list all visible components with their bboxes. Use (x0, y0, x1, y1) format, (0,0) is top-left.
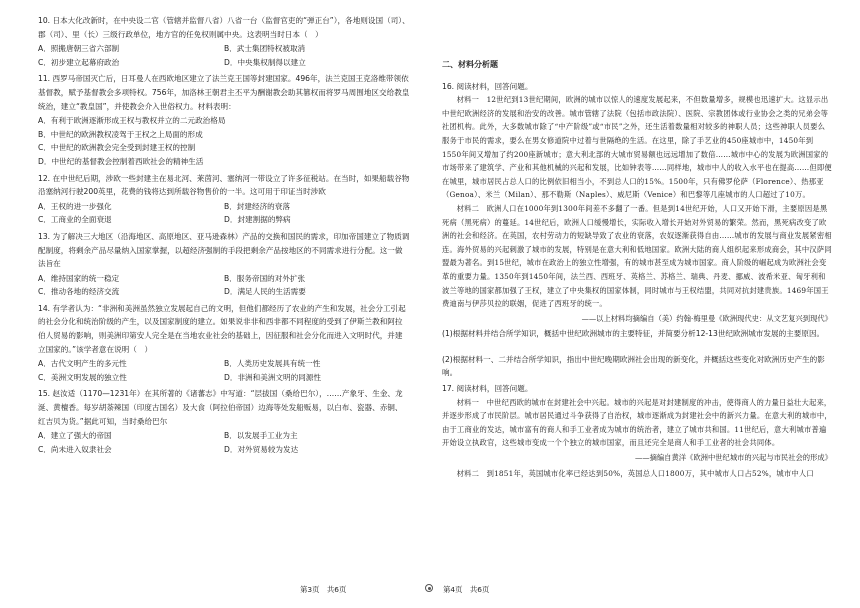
option-b: B．武士集团特权被取消 (224, 44, 306, 54)
option-b: B．服务帝国的对外扩张 (224, 273, 306, 283)
options (38, 272, 410, 299)
option-c: C．中世纪的欧洲教会完全受到封建王权的控制 (38, 143, 196, 153)
material-source: ——以上材料均摘编自（美）约翰·梅里曼《欧洲现代史：从文艺复兴到现代》 (581, 313, 832, 323)
page-number-right: 第4页 共6页 (443, 585, 490, 594)
option-a: A．照搬唐朝三省六部制 (38, 44, 120, 54)
material-source: ——摘编自黄洋《欧洲中世纪城市的兴起与市民社会的形成》 (634, 453, 832, 463)
question-17 (442, 382, 832, 480)
question-10 (38, 14, 410, 69)
right-column (442, 14, 832, 480)
option-b: B．中世纪的欧洲教权凌驾于王权之上局面的形成 (38, 129, 203, 139)
options (38, 114, 410, 168)
option-a: A．王权的进一步强化 (38, 201, 112, 211)
option-a: A．古代文明产生的多元性 (38, 359, 127, 369)
question-stem: 13. 为了解决三大地区（沿海地区、高原地区、亚马逊森林）产品的交换和国民的需求，印加帝国建立了物质调配制度，将剩余产品尽量纳入国家掌握，以超经济强制的手段把剩余产品按地区的不同需求进行分配。这一做法旨在 (38, 231, 410, 269)
section-title: 二、材料分析题 (442, 60, 498, 69)
option-d: D．非洲和美洲文明的同源性 (224, 372, 321, 382)
question-stem: 11. 西罗马帝国灭亡后，日耳曼人在西欧地区建立了法兰克王国等封建国家。496年，法兰克国王克洛维带领依基督教，赋予基督教会多项特权。756年，加洛林王朝君主丕平为酬谢教会助其篡权而将罗马周围地区交给教皇统治，建立“教皇国”，并使教会介入世俗权力。材料表明： (38, 74, 410, 111)
material-two: 材料二 欧洲人口在1000年到1300年间差不多翻了一番。但是到14世纪开始，人口又开始下滑，主要原因是黑死病（黑死病）的蔓延。14世纪后，欧洲人口缓慢增长，实际收入增长开始对外贸易的繁荣。然而，黑死病改变了欧洲的社会和经济。在英国，农村劳动力的短缺导致了农业的衰落，农奴逐渐获得自由……城市的发展与商业发展紧密相连。海外贸易的兴起刺激了城市的发展，特别是在意大利和低地国家。欧洲大陆的商人组织起来形成商会，其中汉萨同盟最为著名。到15世纪，城市在政治上的独立性增强，有的城市甚至成为城市国家。商人阶级的崛起成为欧洲社会变革的重要力量。1350年到1450年间，法兰西、西班牙、英格兰、苏格兰、瑞典、丹麦、挪威、波希米亚、匈牙利和波兰等地的国家都加强了王权，建立了中央集权的国家体制，同时城市与王权结盟，共同对抗封建贵族。1469年国王费迪南与伊莎贝拉的联姻，促进了西班牙的统一。 (442, 203, 832, 309)
question-head: 16. 阅读材料，回答问题。 (442, 81, 533, 91)
question-stem: 14. 有学者认为：“非洲和美洲虽然独立发展起自己的文明，但他们都经历了农业的产生和发展，社会分工引起的社会分化和统治阶级的产生，以及国家制度的建立。如果说非非和西非都不同程度的受到了伊斯兰教和阿拉伯人贸易的影响，则美洲印第安人完全是在当地农业社会的基础上，因征服和社会分化而进入文明时代，并建立国家的。”该学者意在说明（ ） (38, 303, 406, 354)
options (38, 357, 410, 384)
options (38, 429, 410, 456)
question-stem: 10. 日本大化改新时，在中央设二官（管辖并监督八省）八省一台（监督官吏的“弹正台”），各地则设国（司）、郡（司）、里（长）三级行政单位，地方官的任免权则属中央。这表明当时日本（ ） (38, 16, 410, 39)
sub-question-2: (2)根据材料一、二并结合所学知识，指出中世纪晚期欧洲社会出现的新变化，并概括这些变化对欧洲历史产生的影响。 (442, 354, 825, 378)
option-c: C．尚未进入奴隶社会 (38, 444, 112, 454)
option-c: C．初步建立起幕府政治 (38, 57, 120, 67)
material-two: 材料二 到1851年，英国城市化率已经达到50%，英国总人口1800万，其中城市人口占52%，城市中人口 (456, 468, 814, 478)
option-b: B．以发展手工业为主 (224, 431, 298, 441)
option-d: D．封建割据的弊病 (224, 215, 291, 225)
binding-hole-icon (425, 584, 433, 592)
question-11 (38, 72, 410, 168)
question-15 (38, 387, 410, 456)
answer-space (442, 341, 832, 353)
options (38, 42, 410, 69)
question-13 (38, 230, 410, 299)
option-b: B．封建经济的衰落 (224, 201, 290, 211)
option-b: B．人类历史发展具有统一性 (224, 359, 321, 369)
option-a: A．建立了强大的帝国 (38, 431, 112, 441)
question-14 (38, 302, 410, 385)
question-12 (38, 172, 410, 227)
option-a: A．维持国家的统一稳定 (38, 273, 120, 283)
material-one: 材料一 中世纪西欧的城市在封建社会中兴起。城市的兴起是对封建制度的冲击，使得商人的力量日益壮大起来，并逐步形成了市民阶层。城市居民通过斗争获得了自治权，城市逐渐成为封建社会中的新兴力量。在意大利的城市中，由于工商业的发达，城市富有的商人和手工业者成为城市的统治者，建立了城市共和国。11世纪后，意大利城市普遍开始设立执政官，这些城市变成一个个独立的城市国家，而且还完全是商人和手工业者的社会共同体。 (442, 397, 832, 448)
option-d: D．中央集权制得以建立 (224, 57, 306, 67)
option-c: C．美洲文明发展的独立性 (38, 372, 127, 382)
option-d: D．对外贸易较为发达 (224, 444, 299, 454)
sub-question-1: (1)根据材料并结合所学知识，概括中世纪欧洲城市的主要特征，并简要分析12-13世纪欧洲城市发展的主要原因。 (442, 329, 825, 339)
question-16 (442, 80, 832, 380)
question-head: 17. 阅读材料，回答问题。 (442, 384, 533, 394)
option-d: D．中世纪的基督教会控制着西欧社会的精神生活 (38, 156, 204, 166)
options (38, 200, 410, 227)
option-c: C．推动各地的经济交流 (38, 287, 120, 297)
option-d: D．满足人民的生活需要 (224, 287, 306, 297)
option-a: A．有利于欧洲逐渐形成王权与教权并立的二元政治格局 (38, 116, 226, 126)
material-one: 材料一 12世纪到13世纪期间，欧洲的城市以惊人的速度发展起来，不但数量增多，规模也迅速扩大。这显示出中世纪欧洲经济的发展和治安的改善。城市管辖了法院（包括市政法院）、医院、宗教团体或行业协会之类的兄弟会等社团机构。此外，大多数城市除了“中产阶级”或“市民”之外，还生活着数量相对较多的神职人员；这些神职人员要么服务于市民的需求，要么在男女修道院中过着与世隔绝的生活。在这里，除了手艺业的450座城市中，1450年到1550年间又增加了约200座新城市；意大利北部的大城市贸易额也远远增加了数倍……城市中心的发展为欧洲国家的市场带来了建筑学、产业和其他机械的兴起和发展，比如钟表等……同样地，城市中人的收入水平也在提高……但即便在城里，城市居民占总人口的比例依旧相当小，不到总人口的15%。1500年，只有佛罗伦萨（Florence）、热那亚（Genoa）、米兰（Milan）、那不勒斯（Naples）、威尼斯（Venice）和巴黎等几座城市的人口超过了10万。 (442, 95, 832, 200)
option-c: C．工商业的全面衰退 (38, 215, 112, 225)
left-column (38, 14, 410, 459)
question-stem: 12. 在中世纪后期，涉欧一些封建主在易北河、莱茵河、塞纳河一带设立了许多征税站。在当时，如果船载谷物沿塞纳河行驶200英里，花费的钱将达到所载谷物售价的一半。这可用于印证当时涉欧 (38, 173, 410, 197)
question-stem: 15. 赵汝适（1170—1231年）在其所著的《诸蕃志》中写道：“层拔国（桑给巴尔），……产象牙、生金、龙涎、黄檀香。每岁胡荼辣国（印度古国名）及大食（阿拉伯帝国）边海等处发船贩易，以白布、瓷器、赤铜、红吉贝为货。”据此可知，当时桑给巴尔 (38, 389, 403, 426)
page-number-left: 第3页 共6页 (300, 585, 347, 594)
